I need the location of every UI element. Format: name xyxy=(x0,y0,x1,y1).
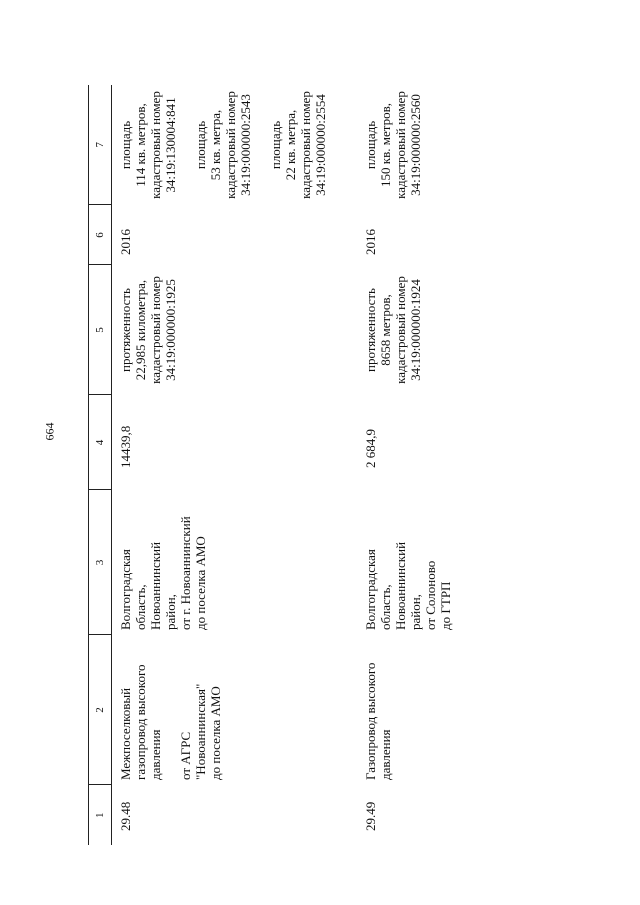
location-line: район, xyxy=(408,594,423,630)
area-block xyxy=(118,90,178,200)
characteristics-line: протяженность xyxy=(363,288,378,372)
table-row xyxy=(357,85,467,845)
area-line: площадь xyxy=(268,120,283,170)
area-line: 34:19:000000:2543 xyxy=(238,94,253,196)
area-line: 53 кв. метра, xyxy=(208,109,223,181)
item-number: 29.49 xyxy=(363,801,378,831)
area-block xyxy=(363,90,423,200)
characteristics-cell xyxy=(357,265,467,395)
table-body xyxy=(112,85,468,845)
characteristics-line: 22,985 километра, xyxy=(133,279,148,381)
location-line: область, xyxy=(133,584,148,630)
location-line: район, xyxy=(163,594,178,630)
object-name-line xyxy=(163,640,178,780)
year-cell: 2016 xyxy=(118,229,133,255)
location-cell xyxy=(112,490,358,635)
location-line: до поселка АМО xyxy=(193,536,208,630)
object-name-line: Газопровод высокого xyxy=(363,662,378,780)
area-cell xyxy=(112,85,358,205)
column-header: 6 xyxy=(89,205,112,265)
area-cell xyxy=(357,85,467,205)
table-row xyxy=(112,85,358,845)
year-cell: 2016 xyxy=(363,229,378,255)
characteristics-cell xyxy=(112,265,358,395)
column-header: 5 xyxy=(89,265,112,395)
column-header: 4 xyxy=(89,395,112,490)
characteristics-line: протяженность xyxy=(118,288,133,372)
location-line: от г. Новоаннинский xyxy=(178,516,193,630)
object-name-cell xyxy=(112,635,358,785)
object-name-line: Межпоселковый xyxy=(118,687,133,780)
area-line: площадь xyxy=(363,120,378,170)
location-line: область, xyxy=(378,584,393,630)
column-header: 3 xyxy=(89,490,112,635)
object-name-line: давления xyxy=(378,729,393,780)
register-table xyxy=(88,85,467,845)
area-line: площадь xyxy=(118,120,133,170)
area-line: площадь xyxy=(193,120,208,170)
object-name-line: давления xyxy=(148,729,163,780)
item-number: 29.48 xyxy=(118,801,133,831)
location-line: Новоаннинский xyxy=(148,541,163,630)
location-cell xyxy=(357,490,467,635)
column-header: 1 xyxy=(89,785,112,845)
object-name-cell xyxy=(357,635,467,785)
area-line: 114 кв. метров, xyxy=(133,103,148,187)
characteristics-line: кадастровый номер xyxy=(148,276,163,384)
object-name-line: "Новоаннинская" xyxy=(193,683,208,780)
area-block xyxy=(193,90,253,200)
area-line: кадастровый номер xyxy=(223,91,238,199)
characteristics-line: 34:19:000000:1925 xyxy=(163,279,178,381)
object-name-line: от АГРС xyxy=(178,731,193,780)
area-line: 34:19:000000:2560 xyxy=(408,94,423,196)
location-line: от Солоново xyxy=(423,560,438,630)
area-line: 150 кв. метров, xyxy=(378,103,393,187)
rotated-page-content xyxy=(88,85,640,845)
location-line: Волгоградская xyxy=(363,549,378,630)
area-line: кадастровый номер xyxy=(148,91,163,199)
object-name-line: до поселка АМО xyxy=(208,686,223,780)
column-number-row xyxy=(89,85,112,845)
location-line: Волгоградская xyxy=(118,549,133,630)
area-line: кадастровый номер xyxy=(298,91,313,199)
value-cell: 14439,8 xyxy=(118,425,133,468)
location-line: Новоаннинский xyxy=(393,541,408,630)
area-line: 34:19:130004:841 xyxy=(163,97,178,193)
area-block xyxy=(268,90,328,200)
area-line: 22 кв. метра, xyxy=(283,109,298,181)
column-header: 2 xyxy=(89,635,112,785)
value-cell: 2 684,9 xyxy=(363,429,378,468)
column-header: 7 xyxy=(89,85,112,205)
location-line: до ГТРП xyxy=(438,581,453,630)
area-line: кадастровый номер xyxy=(393,91,408,199)
characteristics-line: 8658 метров, xyxy=(378,294,393,366)
area-line: 34:19:000000:2554 xyxy=(313,94,328,196)
characteristics-line: 34:19:000000:1924 xyxy=(408,279,423,381)
characteristics-line: кадастровый номер xyxy=(393,276,408,384)
object-name-line: газопровод высокого xyxy=(133,664,148,780)
